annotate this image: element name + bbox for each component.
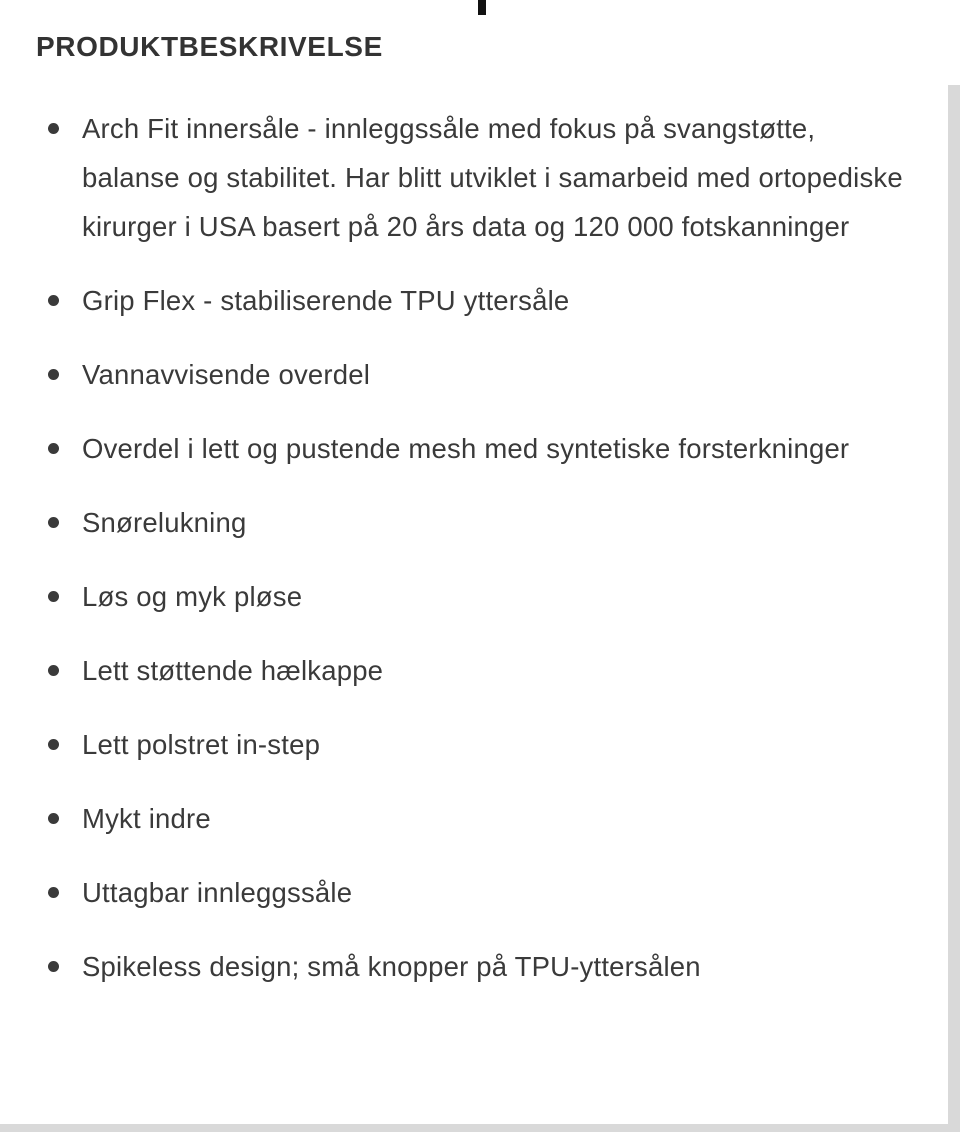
list-item-text: Overdel i lett og pustende mesh med syntetiske forsterkninger <box>82 432 850 464</box>
bullet-dot-icon <box>48 887 59 898</box>
list-item-text: Lett polstret in-step <box>82 728 321 760</box>
product-description-list <box>36 104 910 991</box>
list-item-text: Snørelukning <box>82 506 247 538</box>
scrollbar-track[interactable] <box>948 85 960 1132</box>
list-item <box>36 276 910 325</box>
bullet-dot-icon <box>48 665 59 676</box>
list-item-text: Arch Fit innersåle - innleggssåle med fokus på svangstøtte, balanse og stabilitet. Har blitt utviklet i samarbeid med ortopediske kirurger i USA basert på 20 års data og 120 000 fotskanninger <box>82 112 903 242</box>
list-item-text: Spikeless design; små knopper på TPU-yttersålen <box>82 950 701 982</box>
list-item <box>36 720 910 769</box>
bullet-dot-icon <box>48 813 59 824</box>
list-item <box>36 646 910 695</box>
list-item <box>36 350 910 399</box>
product-description-title: PRODUKTBESKRIVELSE <box>36 31 383 62</box>
list-item <box>36 498 910 547</box>
list-item <box>36 104 910 251</box>
list-item <box>36 424 910 473</box>
section-divider-strip <box>0 1124 948 1132</box>
list-item-text: Grip Flex - stabiliserende TPU yttersåle <box>82 284 570 316</box>
bullet-dot-icon <box>48 591 59 602</box>
list-item <box>36 942 910 991</box>
list-item-text: Vannavvisende overdel <box>82 358 371 390</box>
list-item-text: Lett støttende hælkappe <box>82 654 384 686</box>
cropped-heading-fragment <box>478 0 486 15</box>
bullet-dot-icon <box>48 739 59 750</box>
list-item <box>36 868 910 917</box>
list-item-text: Løs og myk pløse <box>82 580 303 612</box>
list-item <box>36 794 910 843</box>
bullet-dot-icon <box>48 961 59 972</box>
bullet-dot-icon <box>48 123 59 134</box>
list-item-text: Mykt indre <box>82 802 211 834</box>
bullet-dot-icon <box>48 517 59 528</box>
bullet-dot-icon <box>48 369 59 380</box>
bullet-dot-icon <box>48 295 59 306</box>
list-item-text: Uttagbar innleggssåle <box>82 876 353 908</box>
bullet-dot-icon <box>48 443 59 454</box>
list-item <box>36 572 910 621</box>
